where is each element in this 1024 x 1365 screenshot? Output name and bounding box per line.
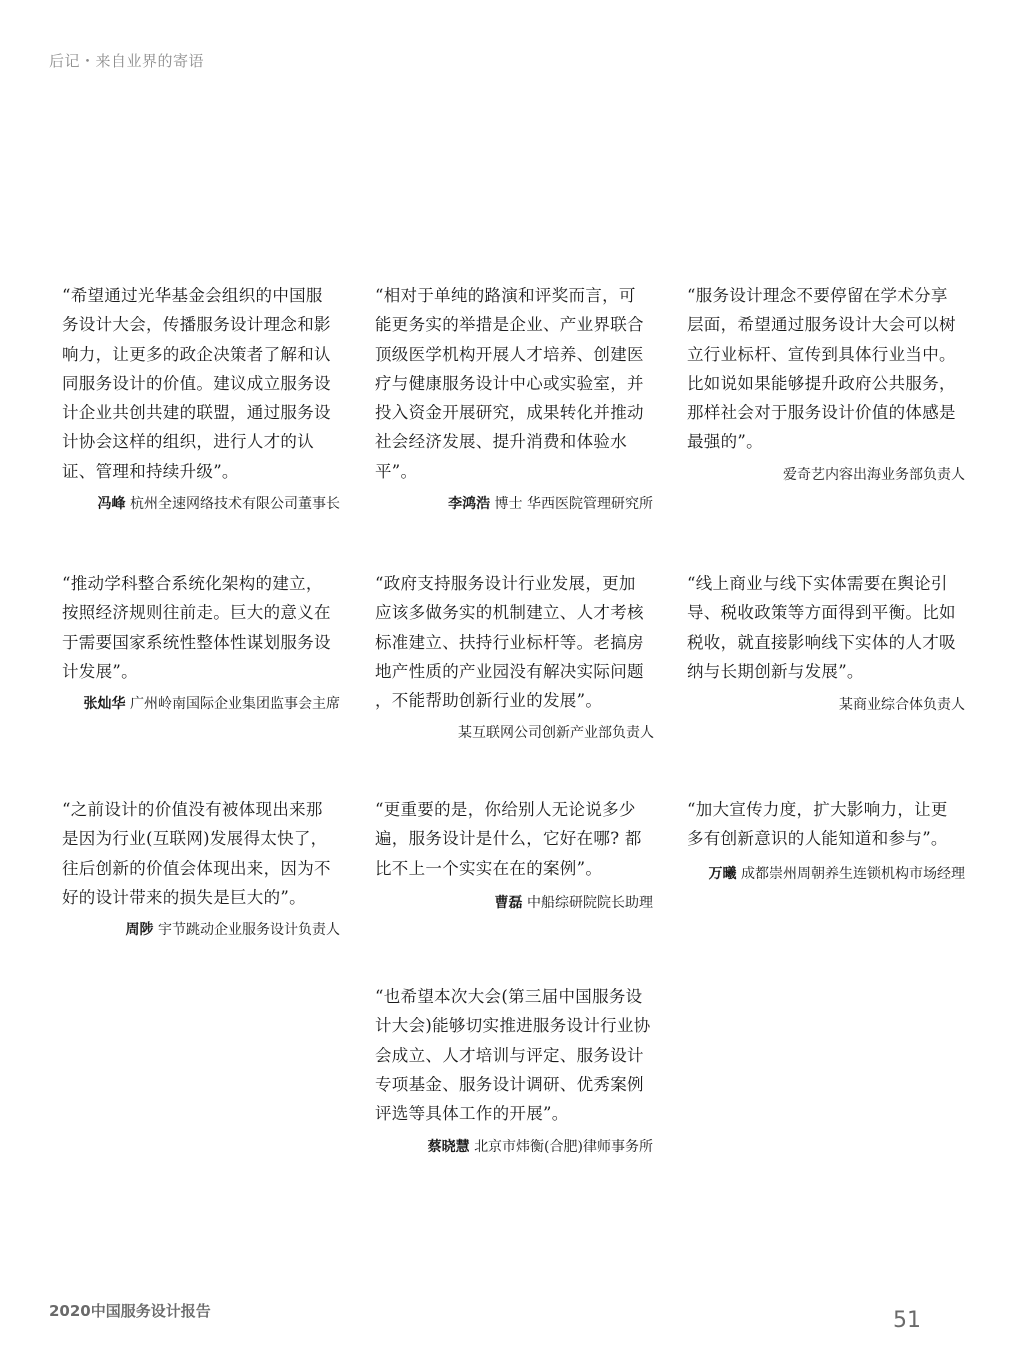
speaker-title: 成都崇州周朝养生连锁机构市场经理 [741,866,965,882]
speaker-title: 某商业综合体负责人 [839,697,965,713]
quote-attribution [363,491,653,518]
quote-line: 导、税收政策等方面得到平衡。比如 [687,603,956,623]
quote-line: 比如说如果能够提升政府公共服务， [687,373,956,393]
quote-block [375,795,657,883]
speaker-title: 爱奇艺内容出海业务部负责人 [783,467,965,483]
quote-line: 专项基金、服务设计调研、优秀案例 [375,1074,644,1094]
speaker-name: 万曦 [708,866,737,882]
section-header: 后记・来自业界的寄语 [49,52,205,70]
quote-line: 务设计大会，传播服务设计理念和影 [62,315,331,335]
quote-line: 顶级医学机构开展人才培养、创建医 [375,344,644,364]
report-title: 2020中国服务设计报告 [49,1302,211,1320]
quote-line: 投入资金开展研究，成果转化并推动 [375,403,644,423]
speaker-name: 曹磊 [494,895,523,911]
quote-line: 疗与健康服务设计中心或实验室，并 [375,373,644,393]
speaker-name: 蔡晓慧 [427,1139,470,1155]
quote-line: 响力，让更多的政企决策者了解和认 [62,344,331,364]
quote-line: “更重要的是，你给别人无论说多少 [375,800,636,819]
quote-line: 能更务实的举措是企业、产业界联合 [375,315,644,335]
quote-line: 计企业共创共建的联盟，通过服务设 [62,403,331,423]
quote-line: “希望通过光华基金会组织的中国服 [62,286,323,305]
quote-line: 那样社会对于服务设计价值的体感是 [687,403,956,423]
quote-attribution [364,720,654,747]
quote-block [687,795,969,854]
quote-line: “相对于单纯的路演和评奖而言，可 [375,286,636,305]
quote-line: 评选等具体工作的开展”。 [375,1104,569,1124]
quote-line: “也希望本次大会(第三届中国服务设 [375,987,643,1006]
quote-block [687,569,969,686]
quote-line: “推动学科整合系统化架构的建立， [62,574,323,593]
quote-line: “之前设计的价值没有被体现出来那 [62,800,323,819]
quote-line: 标准建立、扶持行业标杆等。老搞房 [375,632,644,652]
quote-line: 计大会)能够切实推进服务设计行业协 [375,1016,651,1036]
quote-line: 按照经济规则往前走。巨大的意义在 [62,603,331,623]
quote-line: 于需要国家系统性整体性谋划服务设 [62,632,331,652]
quote-line: “服务设计理念不要停留在学术分享 [687,286,948,305]
quote-line: 是因为行业(互联网)发展得太快了， [62,829,328,849]
quote-line: 往后创新的价值会体现出来，因为不 [62,858,331,878]
quote-attribution [675,692,965,719]
quote-line: 多有创新意识的人能知道和参与”。 [687,829,948,849]
quote-attribution [50,691,340,718]
quote-line: 同服务设计的价值。建议成立服务设 [62,373,331,393]
speaker-title: 宇节跳动企业服务设计负责人 [158,922,340,938]
quote-line: 好的设计带来的损失是巨大的”。 [62,887,306,907]
quote-block [687,281,969,457]
quote-line: 平”。 [375,461,418,481]
quote-line: 证、管理和持续升级”。 [62,461,239,481]
quote-block [62,569,344,686]
quote-line: 遍，服务设计是什么，它好在哪? 都 [375,829,642,849]
speaker-name: 张灿华 [83,696,126,712]
quote-attribution [50,491,340,518]
quote-line: 会成立、人才培训与评定、服务设计 [375,1045,644,1065]
quote-line: 地产性质的产业园没有解决实际问题 [375,661,644,681]
quote-attribution [675,861,965,888]
quote-line: 比不上一个实实在在的案例”。 [375,858,603,878]
quote-block [62,281,344,486]
quote-line: 税收，就直接影响线下实体的人才吸 [687,632,956,652]
quote-block [375,982,657,1128]
quote-attribution [675,462,965,489]
quote-line: ，不能帮助创新行业的发展”。 [375,691,603,711]
quote-line: 层面，希望通过服务设计大会可以树 [687,315,956,335]
quote-line: “加大宣传力度，扩大影响力，让更 [687,800,948,819]
quote-attribution [363,1134,653,1161]
quote-line: 立行业标杆、宣传到具体行业当中。 [687,344,956,364]
quote-line: 社会经济发展、提升消费和体验水 [375,432,627,452]
speaker-name: 周陟 [125,922,154,938]
speaker-title: 杭州全速网络技术有限公司董事长 [130,496,340,512]
quote-line: 计协会这样的组织，进行人才的认 [62,432,314,452]
quote-line: “政府支持服务设计行业发展，更加 [375,574,636,593]
quote-line: 最强的”。 [687,432,763,452]
speaker-name: 李鸿浩 [448,496,491,512]
speaker-title: 博士 华西医院管理研究所 [494,496,653,512]
quote-line: “线上商业与线下实体需要在舆论引 [687,574,948,593]
speaker-title: 中船综研院院长助理 [527,895,653,911]
speaker-title: 某互联网公司创新产业部负责人 [458,725,654,741]
quote-line: 应该多做务实的机制建立、人才考核 [375,603,644,623]
quote-line: 计发展”。 [62,661,138,681]
quote-block [62,795,344,912]
quote-block [375,281,657,486]
page-number: 51 [893,1308,921,1333]
speaker-title: 北京市炜衡(合肥)律师事务所 [474,1139,653,1155]
quote-block [375,569,657,715]
quote-attribution [50,917,340,944]
speaker-title: 广州岭南国际企业集团监事会主席 [130,696,340,712]
quote-line: 纳与长期创新与发展”。 [687,661,864,681]
speaker-name: 冯峰 [97,496,126,512]
quote-attribution [363,890,653,917]
